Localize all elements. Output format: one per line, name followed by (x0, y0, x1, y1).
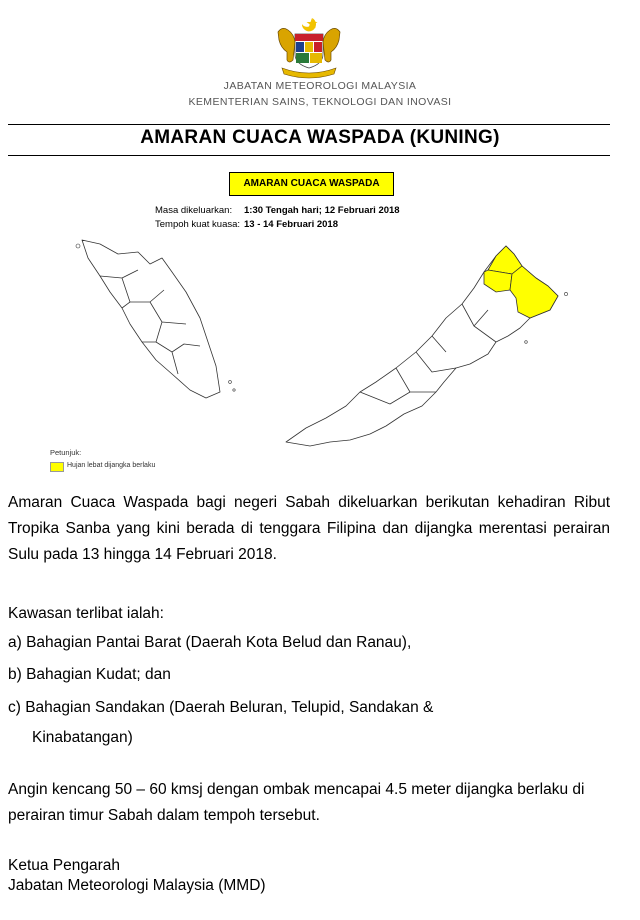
list-item: a) Bahagian Pantai Barat (Daerah Kota Belud dan Ranau), (8, 634, 412, 651)
malaysia-map (60, 232, 580, 457)
list-item-continuation: Kinabatangan) (32, 729, 133, 746)
issued-value: 1:30 Tengah hari; 12 Februari 2018 (244, 205, 400, 216)
warning-badge: AMARAN CUACA WASPADA (229, 172, 394, 196)
valid-value: 13 - 14 Februari 2018 (244, 219, 338, 230)
areas-intro: Kawasan terlibat ialah: (8, 605, 164, 622)
list-item: b) Bahagian Kudat; dan (8, 666, 171, 683)
organization-name: JABATAN METEOROLOGI MALAYSIA (223, 80, 417, 92)
issued-label: Masa dikeluarkan: (155, 205, 233, 216)
coat-of-arms-logo (268, 14, 350, 80)
signature-org: Jabatan Meteorologi Malaysia (MMD) (8, 877, 266, 894)
peninsular-malaysia-region (82, 240, 220, 398)
ministry-name: KEMENTERIAN SAINS, TEKNOLOGI DAN INOVASI (188, 96, 452, 108)
legend-title: Petunjuk: (50, 448, 82, 457)
wind-paragraph: Angin kencang 50 – 60 kmsj dengan ombak mencapai 4.5 meter dijangka berlaku di perairan timur Sabah dalam tempoh tersebut. (8, 781, 585, 824)
list-item: c) Bahagian Sandakan (Daerah Beluran, Telupid, Sandakan & (8, 699, 434, 716)
title-bottom-rule (8, 155, 610, 156)
signature-title: Ketua Pengarah (8, 857, 121, 874)
title-top-rule (8, 124, 610, 125)
legend-label: Hujan lebat dijangka berlaku (67, 462, 156, 469)
valid-label: Tempoh kuat kuasa: (155, 219, 241, 230)
warning-paragraph: Amaran Cuaca Waspada bagi negeri Sabah dikeluarkan berikutan kehadiran Ribut Tropika Sanba yang kini berada di tenggara Filipina dan dijangka merentasi perairan Sulu pada 13 hingga 14 Februari 2018. (8, 494, 610, 563)
page-title: AMARAN CUACA WASPADA (KUNING) (140, 127, 500, 148)
legend-yellow-swatch (50, 462, 64, 472)
